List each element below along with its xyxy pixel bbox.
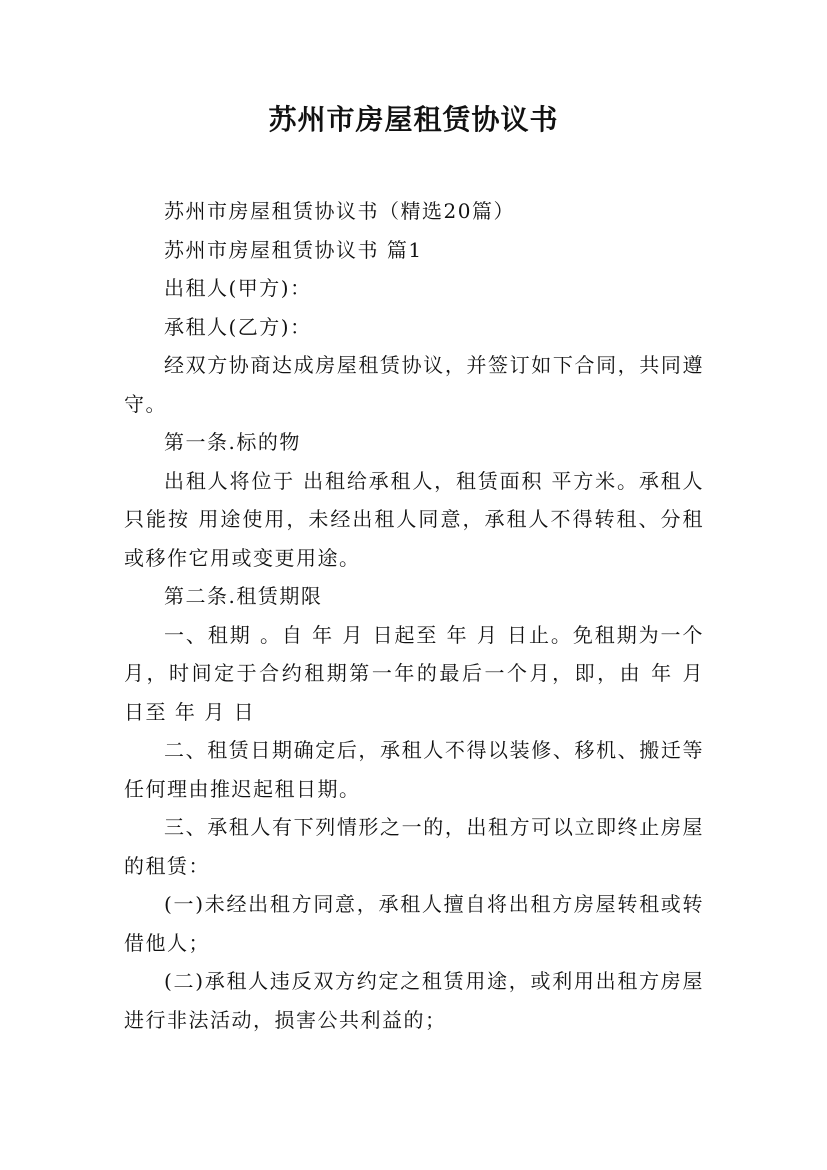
paragraph-lease-term: 一、租期 。自 年 月 日起至 年 月 日止。免租期为一个月，时间定于合约租期第一年的最后一个月，即，由 年 月 日至 年 月 日: [124, 622, 704, 724]
paragraph-condition-2: (二)承租人违反双方约定之租赁用途，或利用出租方房屋进行非法活动，损害公共利益的；: [124, 969, 704, 1032]
document-title: 苏州市房屋租赁协议书: [268, 103, 559, 136]
paragraph-article-1-heading: 第一条.标的物: [164, 430, 301, 454]
document-body: [124, 192, 704, 1039]
paragraph-lessor: 出租人(甲方)：: [164, 276, 312, 300]
paragraph-article-1-body: 出租人将位于 出租给承租人，租赁面积 平方米。承租人只能按 用途使用，未经出租人同意，承租人不得转租、分租或移作它用或变更用途。: [124, 468, 704, 570]
paragraph-section-heading: 苏州市房屋租赁协议书 篇1: [164, 237, 423, 262]
paragraph-article-2-heading: 第二条.租赁期限: [164, 584, 323, 608]
paragraph-condition-1: (一)未经出租方同意，承租人擅自将出租方房屋转租或转借他人；: [124, 892, 704, 955]
paragraph-termination-conditions: 三、承租人有下列情形之一的，出租方可以立即终止房屋的租赁：: [124, 815, 704, 878]
paragraph-agreement-intro: 经双方协商达成房屋租赁协议，并签订如下合同，共同遵守。: [124, 353, 704, 416]
paragraph-lessee: 承租人(乙方)：: [164, 314, 312, 339]
paragraph-lease-date: 二、租赁日期确定后，承租人不得以装修、移机、搬迁等任何理由推迟起租日期。: [124, 738, 704, 801]
paragraph-subtitle: 苏州市房屋租赁协议书（精选20篇）: [164, 199, 515, 223]
